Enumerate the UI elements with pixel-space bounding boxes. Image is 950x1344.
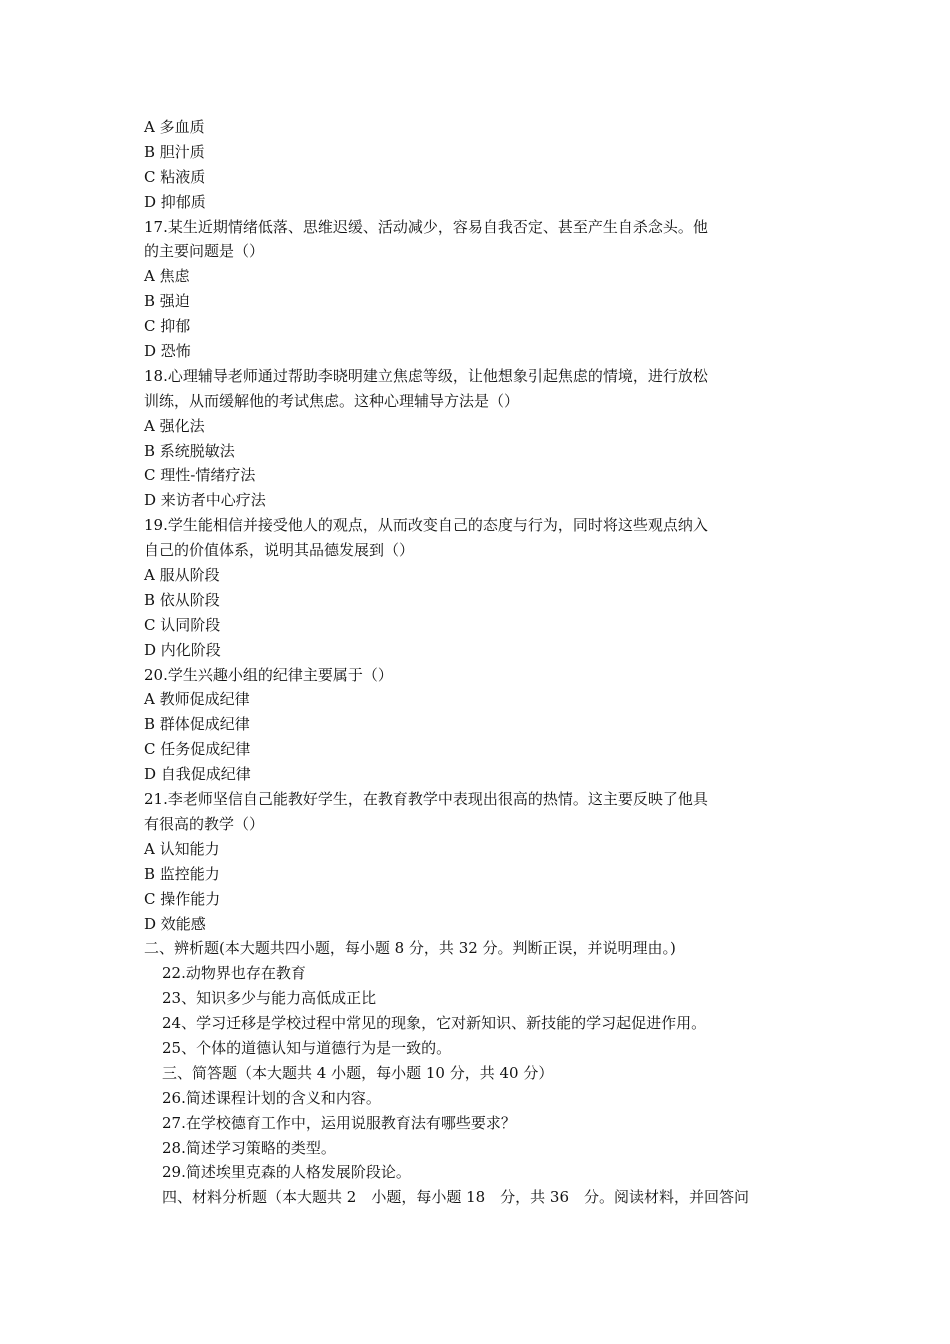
text-line: C 操作能力 [144, 889, 221, 908]
text-line: A 焦虑 [144, 267, 190, 286]
text-line: 22.动物界也存在教育 [162, 964, 306, 983]
text-line: D 来访者中心疗法 [144, 491, 266, 510]
text-line: 训练，从而缓解他的考试焦虑。这种心理辅导方法是（） [144, 391, 520, 410]
text-line: C 理性-情绪疗法 [144, 466, 256, 485]
text-line: B 监控能力 [144, 864, 220, 883]
text-line: D 效能感 [144, 914, 206, 933]
text-line: D 抑郁质 [144, 192, 206, 211]
text-line: D 恐怖 [144, 342, 191, 361]
text-line: B 群体促成纪律 [144, 715, 250, 734]
text-line: 三、简答题（本大题共 4 小题，每小题 10 分，共 40 分） [162, 1063, 554, 1082]
text-line: 17.某生近期情绪低落、思维迟缓、活动减少，容易自我否定、甚至产生自杀念头。他 [144, 217, 708, 236]
text-line: 29.简述埃里克森的人格发展阶段论。 [162, 1163, 411, 1182]
text-line: A 服从阶段 [144, 566, 220, 585]
text-line: B 强迫 [144, 292, 190, 311]
text-line: C 认同阶段 [144, 615, 221, 634]
text-line: 26.简述课程计划的含义和内容。 [162, 1088, 381, 1107]
text-line: B 系统脱敏法 [144, 441, 235, 460]
text-line: 20.学生兴趣小组的纪律主要属于（） [144, 665, 393, 684]
text-line: 的主要问题是（） [144, 242, 265, 261]
document-body [144, 115, 824, 1210]
text-line: 19.学生能相信并接受他人的观点，从而改变自己的态度与行为，同时将这些观点纳入 [144, 516, 708, 535]
text-line: 25、个体的道德认知与道德行为是一致的。 [162, 1038, 452, 1057]
text-line: A 教师促成纪律 [144, 690, 250, 709]
text-line: 24、学习迁移是学校过程中常见的现象，它对新知识、新技能的学习起促进作用。 [162, 1014, 707, 1033]
text-line: B 依从阶段 [144, 590, 220, 609]
text-line: 18.心理辅导老师通过帮助李晓明建立焦虑等级，让他想象引起焦虑的情境，进行放松 [144, 366, 708, 385]
text-line: 自己的价值体系，说明其品德发展到（） [144, 541, 415, 560]
text-line: A 认知能力 [144, 839, 220, 858]
text-line: A 强化法 [144, 416, 205, 435]
text-line: D 自我促成纪律 [144, 765, 251, 784]
text-line: 二、辨析题(本大题共四小题，每小题 8 分，共 32 分。判断正误，并说明理由。) [144, 939, 676, 958]
text-line: B 胆汁质 [144, 142, 205, 161]
text-line: D 内化阶段 [144, 640, 221, 659]
text-line: 21.李老师坚信自己能教好学生，在教育教学中表现出很高的热情。这主要反映了他具 [144, 790, 708, 809]
text-line: A 多血质 [144, 118, 205, 136]
text-line: C 抑郁 [144, 317, 191, 336]
text-line: C 粘液质 [144, 167, 206, 186]
text-line: 23、知识多少与能力高低成正比 [162, 989, 377, 1008]
text-line: 27.在学校德育工作中，运用说服教育法有哪些要求？ [162, 1113, 516, 1132]
text-line: 28.简述学习策略的类型。 [162, 1138, 336, 1157]
text-line: 四、材料分析题（本大题共 2 小题，每小题 18 分，共 36 分。阅读材料，并回答问 [162, 1188, 750, 1207]
text-line: C 任务促成纪律 [144, 740, 251, 759]
text-line: 有很高的教学（） [144, 814, 265, 833]
